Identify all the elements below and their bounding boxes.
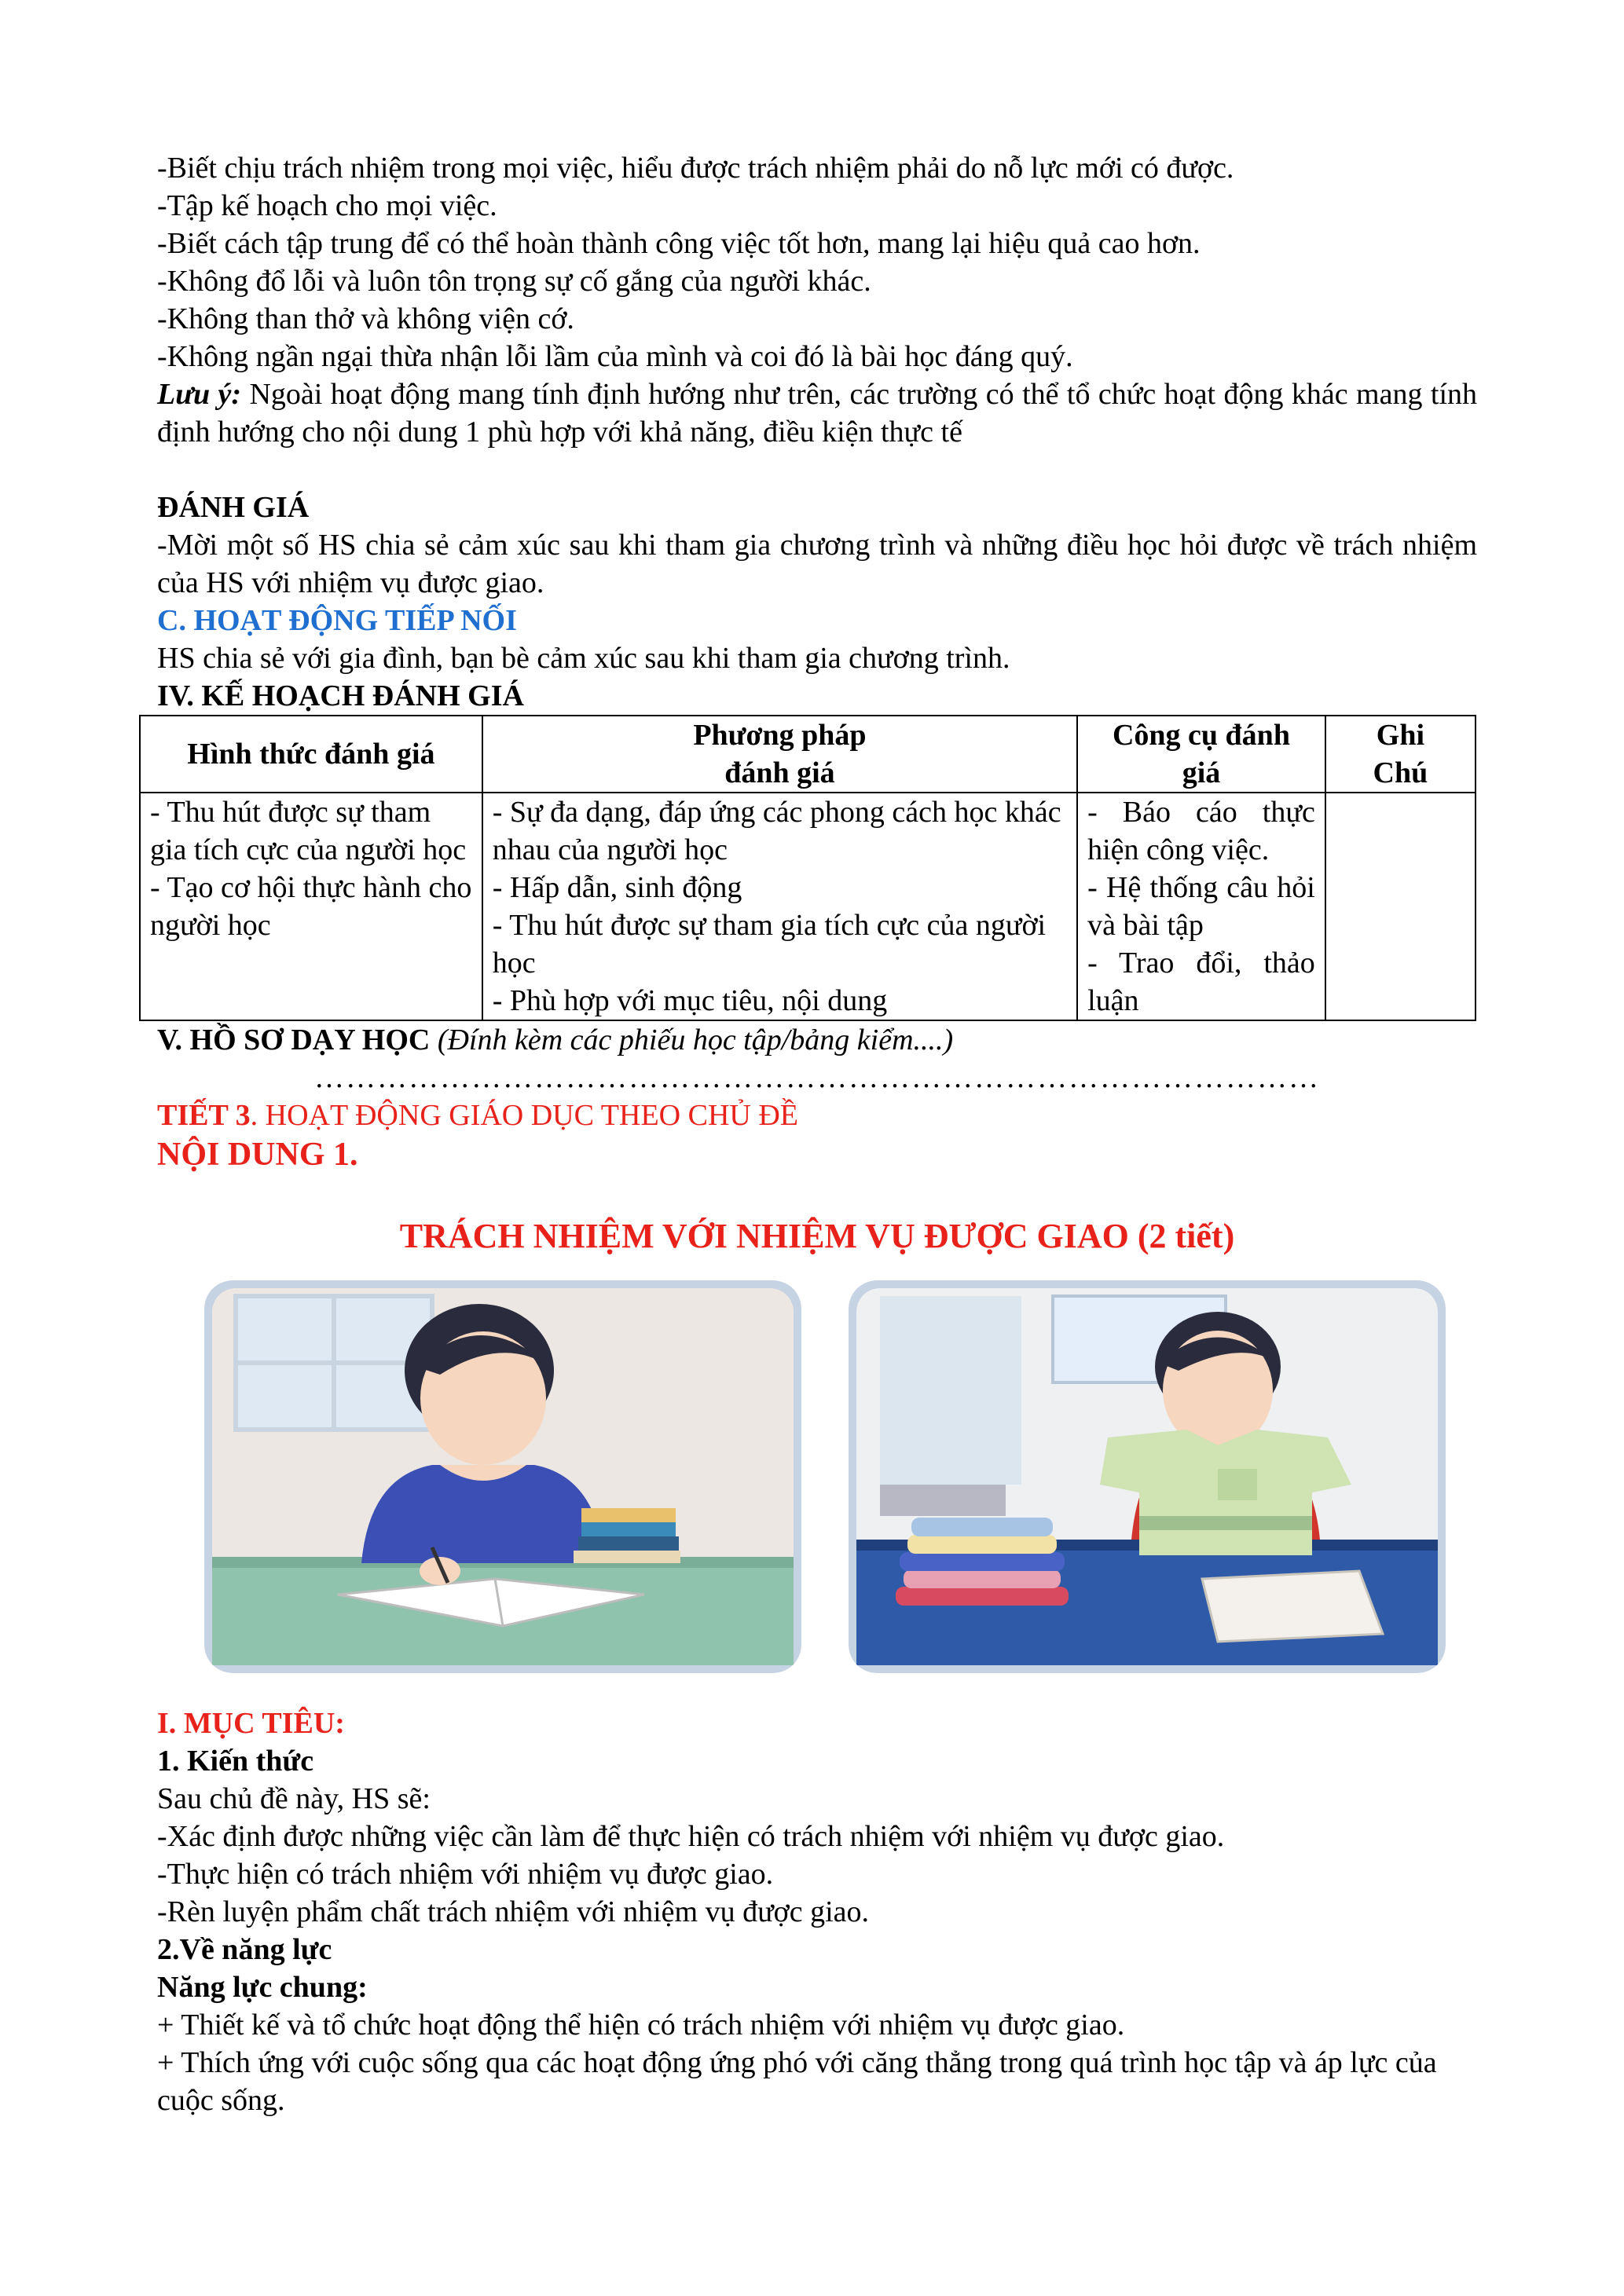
- note-text: Ngoài hoạt động mang tính định hướng như trên, các trường có thể tổ chức hoạt động khác mang tính định hướng cho nội dung 1 phù hợp với khả năng, điều kiện thực tế: [157, 378, 1478, 449]
- followup-heading: C. HOẠT ĐỘNG TIẾP NỐI: [157, 604, 517, 637]
- table-row: [140, 793, 1476, 1020]
- plan-heading: IV. KẾ HOẠCH ĐÁNH GIÁ: [157, 679, 524, 712]
- cell-line: - Tạo cơ hội thực hành cho người học: [150, 871, 472, 942]
- objectives-intro: Sau chủ đề này, HS sẽ:: [157, 1782, 431, 1815]
- dotted-line: ……………………………………………………………………………………: [314, 1061, 1320, 1094]
- evaluation-plan-table: [139, 715, 1476, 1021]
- bullet-line: -Không đổ lỗi và luôn tôn trọng sự cố gắng của người khác.: [157, 265, 871, 298]
- bullet-line: -Biết chịu trách nhiệm trong mọi việc, hiểu được trách nhiệm phải do nỗ lực mới có được.: [157, 152, 1234, 185]
- knowledge-item: -Xác định được những việc cần làm để thực hiện có trách nhiệm với nhiệm vụ được giao.: [157, 1820, 1225, 1853]
- cell-line: - Sự đa dạng, đáp ứng các phong cách học khác nhau của người học: [492, 796, 1061, 866]
- illustration-row: [157, 1280, 1477, 1705]
- knowledge-heading: 1. Kiến thức: [157, 1745, 314, 1778]
- spacer: [157, 451, 1477, 489]
- records-line: [157, 1021, 1477, 1059]
- cell-line: - Báo cáo thực hiện công việc.: [1087, 796, 1315, 866]
- document-page: [150, 149, 1478, 2119]
- followup-text: HS chia sẻ với gia đình, bạn bè cảm xúc sau khi tham gia chương trình.: [157, 642, 1010, 675]
- table-header-row: [140, 716, 1476, 793]
- general-ability-item: + Thích ứng với cuộc sống qua các hoạt động ứng phó với căng thẳng trong quá trình học tập và áp lực của cuộc sống.: [157, 2046, 1437, 2117]
- header-tool: Công cụ đánh giá: [1077, 716, 1325, 793]
- spacer: [157, 1175, 1477, 1213]
- records-label: V. HỒ SƠ DẠY HỌC: [157, 1023, 431, 1056]
- note-label: Lưu ý:: [157, 378, 242, 411]
- cell-line: - Hấp dẫn, sinh động: [492, 871, 742, 904]
- header-method: Phương pháp đánh giá: [482, 716, 1077, 793]
- cell-form: [140, 793, 482, 1020]
- bullet-line: -Tập kế hoạch cho mọi việc.: [157, 189, 497, 222]
- lesson-tiet-label: TIẾT 3: [157, 1099, 251, 1132]
- lesson-title: TRÁCH NHIỆM VỚI NHIỆM VỤ ĐƯỢC GIAO (2 tiết): [399, 1217, 1235, 1255]
- cell-line: - Thu hút được sự tham gia tích cực của người học: [492, 909, 1047, 980]
- bullet-line: -Biết cách tập trung để có thể hoàn thành công việc tốt hơn, mang lại hiệu quả cao hơn.: [157, 227, 1201, 260]
- records-note: (Đính kèm các phiếu học tập/bảng kiểm....): [430, 1023, 954, 1056]
- cell-tool: [1077, 793, 1325, 1020]
- ability-heading: 2.Về năng lực: [157, 1933, 332, 1966]
- bullet-line: -Không ngần ngại thừa nhận lỗi lầm của mình và coi đó là bài học đáng quý.: [157, 340, 1073, 373]
- cell-line: - Hệ thống câu hỏi và bài tập: [1087, 871, 1315, 942]
- illustration-boy-studying: [204, 1280, 801, 1673]
- general-ability-heading: Năng lực chung:: [157, 1971, 368, 2004]
- bullet-line: -Không than thở và không viện cớ.: [157, 302, 574, 335]
- lesson-tiet-text: . HOẠT ĐỘNG GIÁO DỤC THEO CHỦ ĐỀ: [250, 1099, 798, 1132]
- assessment-text: -Mời một số HS chia sẻ cảm xúc sau khi tham gia chương trình và những điều học hỏi được về trách nhiệm của HS với nhiệm vụ được giao.: [157, 529, 1477, 599]
- knowledge-item: -Thực hiện có trách nhiệm với nhiệm vụ được giao.: [157, 1858, 774, 1891]
- assessment-heading: ĐÁNH GIÁ: [157, 491, 310, 524]
- cell-line: - Thu hút được sự tham gia tích cực của người học: [150, 796, 467, 866]
- knowledge-item: -Rèn luyện phẩm chất trách nhiệm với nhiệm vụ được giao.: [157, 1895, 870, 1928]
- cell-line: - Trao đổi, thảo luận: [1087, 947, 1315, 1017]
- lesson-line: [157, 1097, 1477, 1134]
- cell-note: [1325, 793, 1476, 1020]
- content-label: NỘI DUNG 1.: [157, 1137, 358, 1173]
- note-paragraph: [157, 375, 1477, 451]
- objectives-heading: I. MỤC TIÊU:: [157, 1707, 345, 1740]
- cell-line: - Phù hợp với mục tiêu, nội dung: [492, 984, 888, 1017]
- general-ability-item: + Thiết kế và tổ chức hoạt động thể hiện có trách nhiệm với nhiệm vụ được giao.: [157, 2009, 1125, 2041]
- illustration-boy-folding: [849, 1280, 1446, 1673]
- header-note: Ghi Chú: [1325, 716, 1476, 793]
- header-form: Hình thức đánh giá: [140, 716, 482, 793]
- cell-method: [482, 793, 1077, 1020]
